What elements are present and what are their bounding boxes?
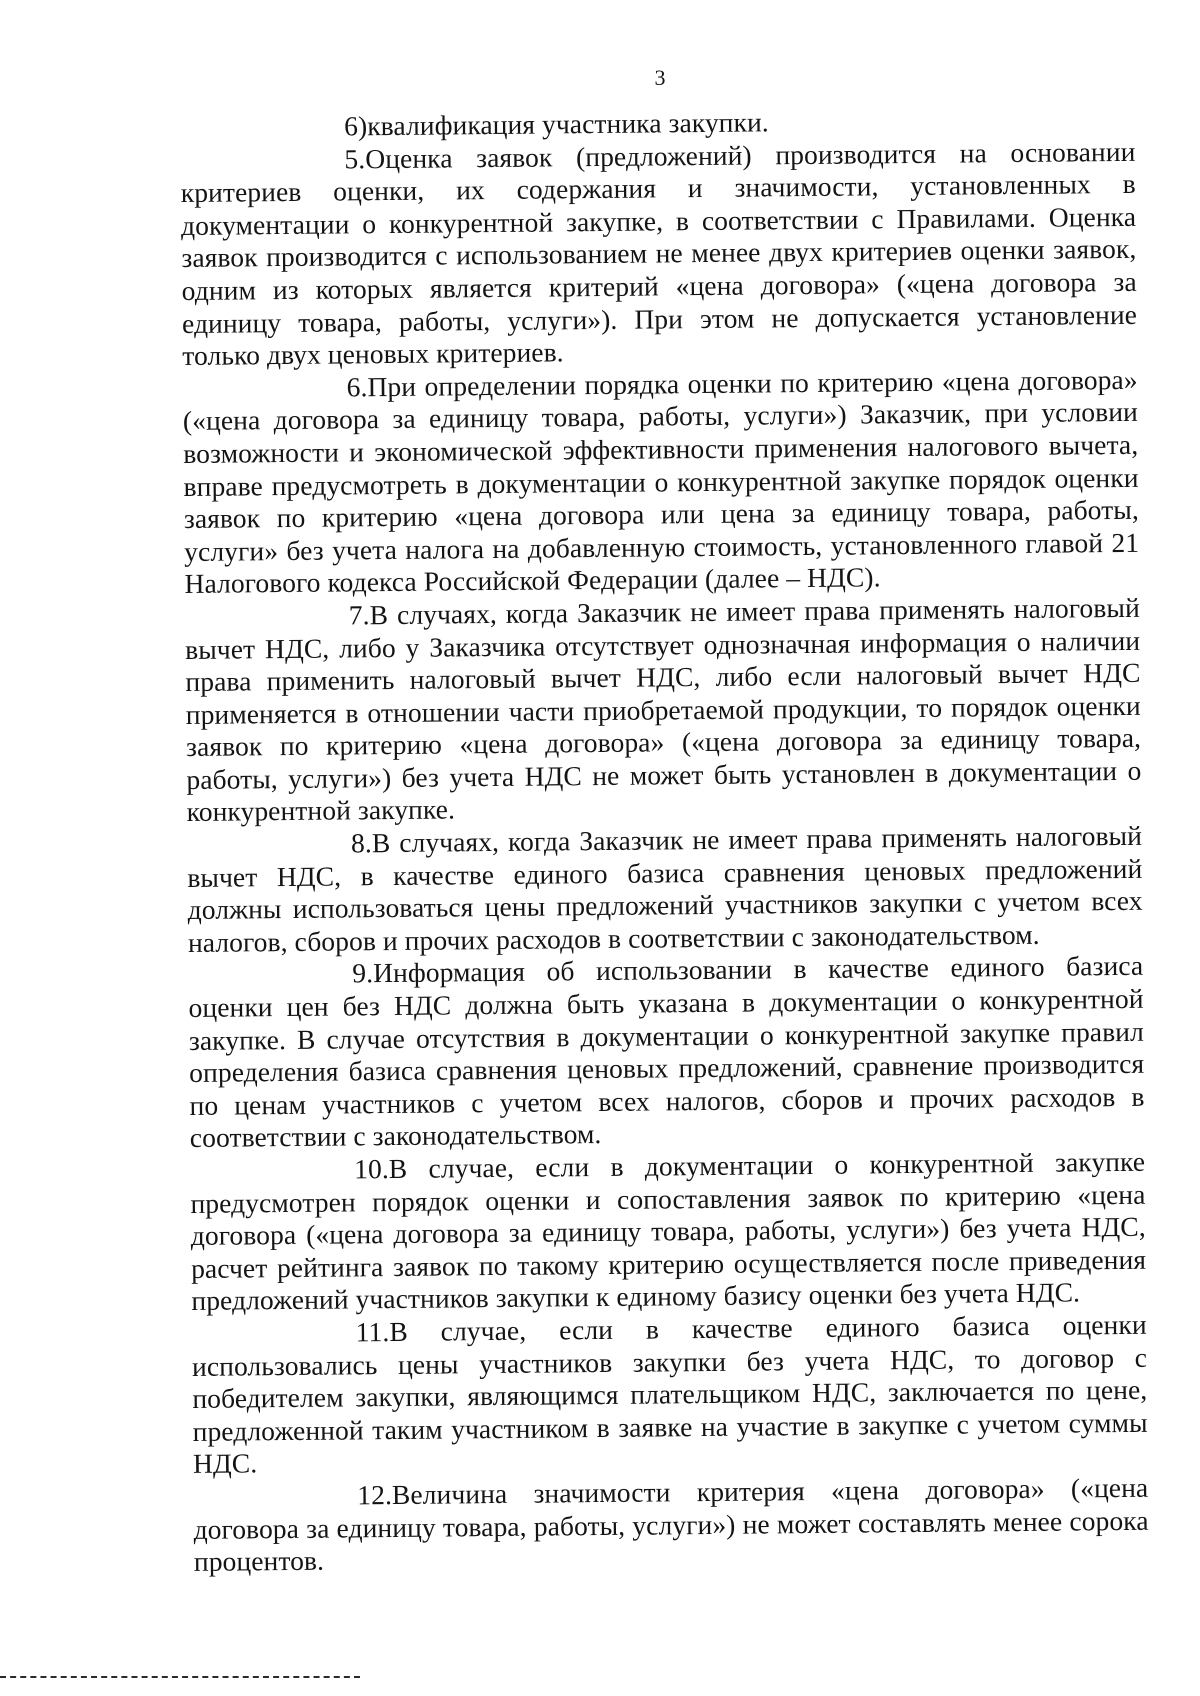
item-number: 5. [344,142,366,175]
item-number: 12. [357,1478,393,1511]
paragraph [187,820,1143,960]
footer-divider [0,1676,360,1678]
item-text: В случае, если в документации о конкурентной закупке предусмотрен порядок оценки и сопоставления заявок по критерию «цена договора («цена договора за единицу товара, работы, услуги») без учета НДС, расчет рейтинга заявок по такому критерию осуществляется после приведения предложений участников закупки к единому базису оценки без учета НДС. [190,1145,1147,1317]
paragraph [192,1309,1149,1481]
item-number: 8. [350,827,373,859]
item-number: 6) [343,110,368,142]
item-number: 10. [354,1153,389,1185]
page-number: 3 [654,65,666,90]
item-text: В случае, если в качестве единого базиса оценки использовались цены участников закупки без учета НДС, то договор с победителем закупки, являющимся плательщиком НДС, заключается по цене, предложенной таким участником в заявке на участие в закупке с учетом суммы НДС. [191,1308,1148,1480]
item-text: При определении порядка оценки по критерию «цена договора» («цена договора за единицу товара, работы, услуги») Заказчик, при условии возможности и экономической эффективности применения налогового вычета, вправе предусмотреть в документации о конкурентной закупке порядок оценки заявок по критерию «цена договора или цена за единицу товара, работы, услуги» без учета налога на добавленную стоимость, установленного главой 21 Налогового кодекса Российской Федерации (далее – НДС). [182,363,1140,600]
item-text: квалификация участника закупки. [367,106,769,142]
item-text: Оценка заявок (предложений) производится на основании критериев оценки, их содержания и значимости, установленных в документации о конкурентной закупке, в соответствии с Правилами. Оценка заявок производится с использованием не менее двух критериев оценки заявок, одним из которых является критерий «цена договора» («цена договора за единицу товара, работы, услуги»). При этом не допускается установление только двух ценовых критериев. [180,135,1138,372]
paragraph [190,1146,1147,1318]
item-text: Величина значимости критерия «цена договора» («цена договора за единицу товара, работы, услуги») не может составлять менее сорока процентов. [193,1471,1149,1578]
item-text: Информация об использовании в качестве единого базиса оценки цен без НДС должна быть указана в документации о конкурентной закупке. В случае отсутствия в документации о конкурентной закупке правил определения базиса сравнения ценовых предложений, сравнение производится по ценам участников с учетом всех налогов, сборов и прочих расходов в соответствии с законодательством. [188,950,1145,1154]
document-body [180,103,1149,1579]
item-text: В случаях, когда Заказчик не имеет права применять налоговый вычет НДС, либо у Заказчика отсутствует однозначная информация о наличии права применить налоговый вычет НДС, либо если налоговый вычет НДС применяется в отношении части приобретаемой продукции, то порядок оценки заявок по критерию «цена договора» («цена договора за единицу товара, работы, услуги») без учета НДС не может быть установлен в документации о конкурентной закупке. [185,591,1142,828]
paragraph [188,950,1145,1155]
paragraph [183,364,1140,601]
item-number: 11. [355,1316,390,1348]
paragraph [185,592,1142,829]
paragraph [180,135,1137,372]
paragraph [193,1472,1149,1579]
item-number: 6. [346,370,368,403]
item-number: 9. [352,957,374,989]
item-number: 7. [348,599,370,631]
item-text: В случаях, когда Заказчик не имеет права применять налоговый вычет НДС, в качестве единого базиса сравнения ценовых предложений должны использоваться цены предложений участников закупки с учетом всех налогов, сборов и прочих расходов в соответствии с законодательством. [187,819,1143,958]
